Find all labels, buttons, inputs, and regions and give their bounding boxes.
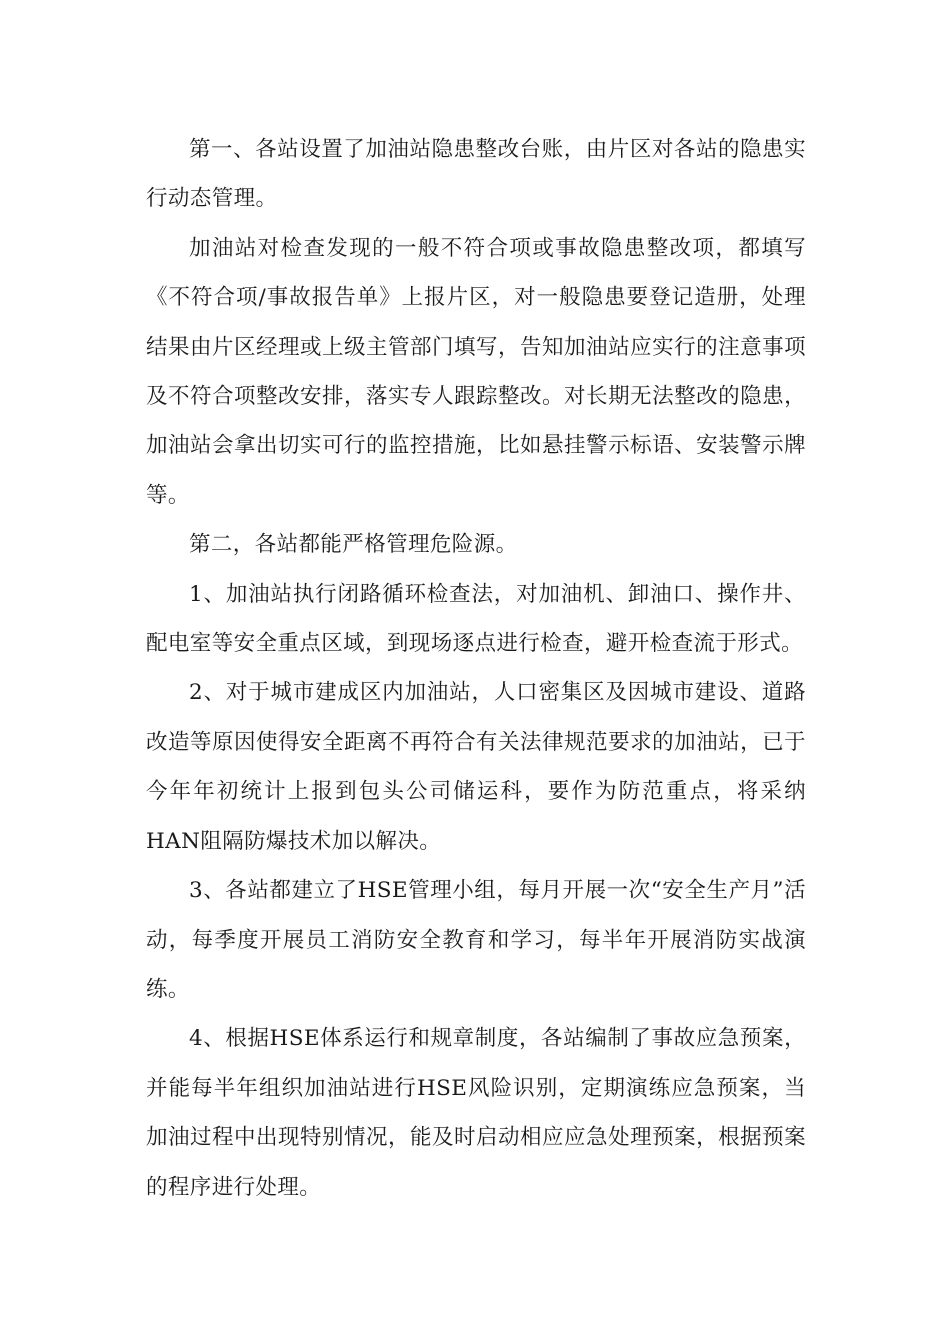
paragraph-1: 第一、各站设置了加油站隐患整改台账，由片区对各站的隐患实行动态管理。 — [146, 137, 806, 212]
paragraph-7: 4、根据HSE体系运行和规章制度，各站编制了事故应急预案，并能每半年组织加油站进行HSE风险识别，定期演练应急预案，当加油过程中出现特别情况，能及时启动相应应急处理预案，根据预案的程序进行处理。 — [146, 1026, 806, 1200]
paragraph-3: 第二，各站都能严格管理危险源。 — [189, 532, 518, 558]
document-body — [146, 125, 806, 1212]
paragraph-5: 2、对于城市建成区内加油站，人口密集区及因城市建设、道路改造等原因使得安全距离不再符合有关法律规范要求的加油站，已于今年年初统计上报到包头公司储运科，要作为防范重点，将采纳HAN阻隔防爆技术加以解决。 — [146, 680, 806, 854]
paragraph-4: 1、加油站执行闭路循环检查法，对加油机、卸油口、操作井、配电室等安全重点区域，到现场逐点进行检查，避开检查流于形式。 — [146, 581, 806, 657]
paragraph-6: 3、各站都建立了HSE管理小组，每月开展一次“安全生产月”活动，每季度开展员工消防安全教育和学习，每半年开展消防实战演练。 — [146, 878, 806, 1002]
paragraph-2: 加油站对检查发现的一般不符合项或事故隐患整改项，都填写《不符合项/事故报告单》上报片区，对一般隐患要登记造册，处理结果由片区经理或上级主管部门填写，告知加油站应实行的注意事项及不符合项整改安排，落实专人跟踪整改。对长期无法整改的隐患，加油站会拿出切实可行的监控措施，比如悬挂警示标语、安装警示牌等。 — [146, 235, 806, 508]
